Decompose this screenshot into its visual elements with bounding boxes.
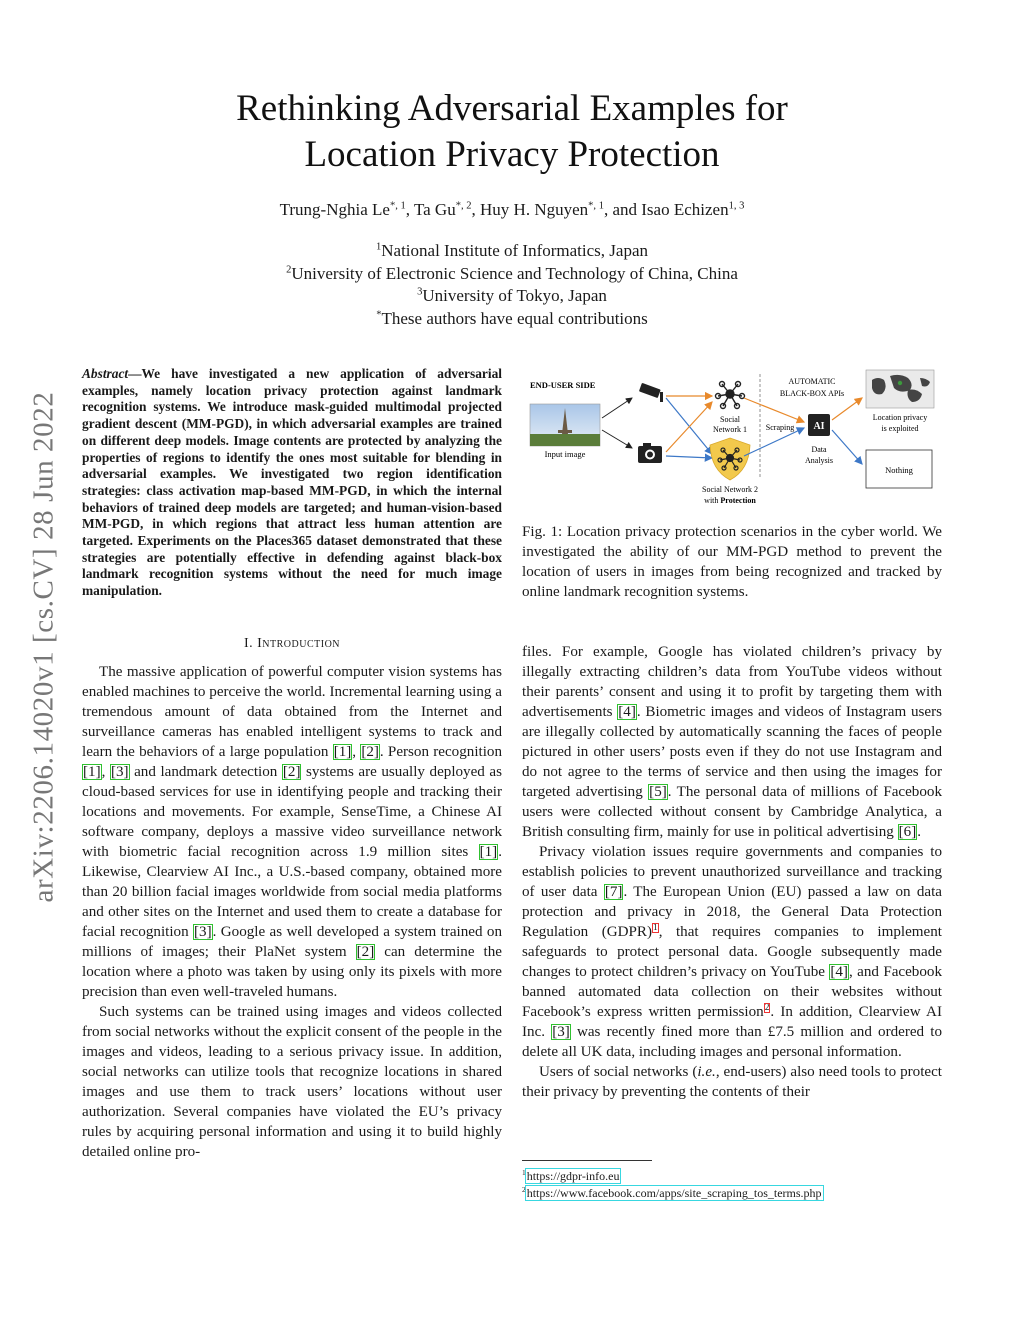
section-numeral: I. [243, 636, 254, 651]
citation-link[interactable]: [2] [356, 944, 375, 960]
text-run: . The European Union (EU) passed a law on data protection and privacy in 2018, the General Data Protection Regulation (GDPR) [522, 884, 942, 940]
footnote-rule [522, 1160, 652, 1161]
arrow-to-camera [602, 398, 632, 418]
author-list [0, 200, 1024, 220]
text-run: . In addition, Clearview AI Inc. [522, 1004, 942, 1040]
citation-link[interactable]: [3] [194, 924, 212, 940]
abstract-dash: — [128, 366, 142, 381]
affiliation-text: University of Electronic Science and Technology of China, China [291, 263, 738, 283]
affiliation-text: National Institute of Informatics, Japan [381, 241, 648, 260]
ai-chip-text: AI [813, 421, 825, 432]
cctv-camera-icon [639, 383, 663, 402]
text-run: was recently fined more than £7.5 million and ordered to delete all UK data, including images and personal information. [522, 1024, 942, 1060]
protection-word: Protection [720, 496, 756, 505]
paragraph [522, 1062, 942, 1102]
paragraph [522, 842, 942, 1062]
affiliation-note [0, 308, 1024, 331]
text-run: systems are usually deployed as cloud-based services for use in identifying people and tracking their locations and movements. For example, SenseTime, a Chinese AI software company, deploys a massive video surveillance network with biometric facial recognition across 1.9 million sites [82, 764, 502, 860]
text-run: and landmark detection [129, 764, 282, 780]
author-name: , and Isao Echizen [603, 200, 729, 219]
paragraph [522, 642, 942, 842]
arrow-orange-to-map [832, 398, 862, 420]
footnote-url-link[interactable]: https://gdpr-info.eu [526, 1169, 620, 1183]
citation-link[interactable]: [2] [282, 764, 301, 780]
intro-left-column [82, 662, 502, 1162]
text-run: files. For example, Google has violated children’s privacy by illegally extracting children’s data from YouTube videos without their parents’ consent and using it to profit by targeting them with advertisements [522, 644, 942, 720]
input-image-thumbnail [530, 404, 600, 446]
text-run: , [101, 764, 110, 780]
data-analysis-label-a: Data [811, 445, 827, 454]
text-run: , that requires companies to implement safeguards to protect personal data. Google subsequently made changes to protect children’s privacy on YouTube [522, 924, 942, 980]
figure-caption: Fig. 1: Location privacy protection scenarios in the cyber world. We investigated the ability of our MM-PGD method to prevent the location of users in images from being recognized and tracked by online landmark recognition systems. [522, 524, 942, 600]
affiliation-text: University of Tokyo, Japan [422, 286, 607, 305]
author-name: , Ta Gu [405, 200, 456, 219]
text-run: The massive application of powerful computer vision systems has enabled machines to perceive the world. Incremental learning using a tremendous amount of data obtained from the Internet and surveillance cameras has enabled intelligent systems to track and learn the behaviors of a large population [82, 664, 502, 760]
end-user-side-label: END-USER SIDE [530, 380, 596, 390]
affiliation-marker: * [376, 308, 382, 320]
text-run: . Person recognition [379, 744, 502, 760]
abstract-label: Abstract [82, 366, 129, 381]
citation-link[interactable]: [3] [110, 764, 129, 780]
scraping-label: Scraping [765, 423, 795, 432]
citation-link[interactable]: [3] [552, 1024, 570, 1040]
citation-link[interactable]: [5] [649, 784, 667, 800]
paper-title [0, 86, 1024, 178]
citation-link[interactable]: [2] [361, 744, 379, 760]
footnote-url-link[interactable]: https://www.facebook.com/apps/site_scraping_tos_terms.php [526, 1186, 822, 1200]
author-marker: *, 2 [455, 200, 472, 212]
citation-link[interactable]: [7] [604, 884, 623, 900]
affiliation-2 [0, 263, 1024, 286]
title-line-1: Rethinking Adversarial Examples for [236, 88, 788, 129]
citation-link[interactable]: [4] [830, 964, 848, 980]
arrow-blue-2 [666, 456, 712, 458]
text-run: , and Facebook banned automated data collection on their websites without Facebook’s express written permission [522, 964, 942, 1020]
with-word: with [704, 496, 719, 505]
affiliations [0, 240, 1024, 330]
footnote-link[interactable]: 1 [653, 922, 658, 933]
figure-1 [522, 368, 942, 516]
text-run: Users of social networks ( [539, 1064, 698, 1080]
affiliation-marker: 1 [376, 241, 382, 253]
affiliation-marker: 3 [417, 286, 423, 298]
social-network-2-label-a: Social Network 2 [702, 485, 758, 494]
author-name: , Huy H. Nguyen [471, 200, 589, 219]
arxiv-id-text: arXiv:2206.14020v1 [cs.CV] 28 Jun 2022 [27, 391, 60, 903]
figure-diagram [522, 368, 942, 516]
section-heading [82, 636, 502, 652]
input-image-label: Input image [544, 449, 586, 459]
title-line-2: Location Privacy Protection [304, 134, 720, 175]
author-marker: *, 1 [389, 200, 406, 212]
text-run: . The personal data of millions of Facebook users were collected without consent by Cambridge Analytica, a British consulting firm, mainly for use in political advertising [522, 784, 942, 840]
affiliation-text: These authors have equal contributions [381, 308, 648, 328]
data-analysis-label-b: Analysis [805, 456, 833, 465]
author-marker: 1, 3 [728, 200, 745, 212]
text-run-italic: i.e. [697, 1064, 716, 1080]
arrow-blue-1 [666, 398, 712, 454]
footnote-number: 1 [522, 1168, 526, 1177]
privacy-exploited-label-b: is exploited [881, 424, 919, 433]
automatic-label-2: BLACK-BOX APIs [779, 389, 845, 398]
footnotes [522, 1168, 942, 1202]
ai-chip-icon [808, 414, 830, 436]
citation-link[interactable]: [1] [83, 764, 101, 780]
affiliation-3 [0, 285, 1024, 308]
intro-right-column [522, 642, 942, 1102]
arxiv-identifier [22, 352, 66, 942]
text-run: . Biometric images and videos of Instagram users are illegally collected by automatically scanning the faces of people pictured in other users’ posts even if they do not use Instagram and do not agree to the terms of service and then using the images for targeted advertising [522, 704, 942, 800]
world-map-thumbnail [866, 370, 934, 408]
text-run: . Likewise, Clearview AI Inc., a U.S.-based company, obtained more than 20 billion facial images worldwide from social media platforms and other sites on the Internet and used them to create a database for facial recognition [82, 844, 502, 940]
arrow-blue-to-ai [744, 428, 804, 456]
author-name: Trung-Nghia Le [279, 200, 390, 219]
text-run: , [352, 744, 361, 760]
photo-camera-icon [638, 443, 662, 463]
citation-link[interactable]: [1] [479, 844, 498, 860]
author-marker: *, 1 [588, 200, 604, 212]
citation-link[interactable]: [4] [618, 704, 636, 720]
automatic-label-1: AUTOMATIC [788, 377, 836, 386]
text-run: can determine the location where a photo was taken by using only its pixels with more precision than even well-traveled humans. [82, 944, 502, 1000]
arrow-to-phone [602, 430, 632, 448]
footnote-2 [522, 1185, 942, 1202]
social-network-1-label-b: Network 1 [713, 425, 747, 434]
nothing-label: Nothing [885, 465, 913, 475]
footnote-link[interactable]: 2 [764, 1002, 770, 1013]
affiliation-marker: 2 [286, 263, 292, 275]
footnote-number: 2 [522, 1185, 526, 1194]
footnote-1 [522, 1168, 942, 1185]
privacy-exploited-label-a: Location privacy [872, 413, 928, 422]
social-network-1-icon [716, 382, 745, 409]
affiliation-1 [0, 240, 1024, 263]
paragraph: Such systems can be trained using images and videos collected from social networks without the explicit consent of the people in the images and videos, leading to a serious privacy issue. In addition, social networks can utilize tools that recognize locations in shared images and use them to track users’ locations without user authorization. Several companies have violated the EU’s privacy rules by acquiring personal information and using it to build highly detailed online pro- [82, 1004, 502, 1160]
text-run: Privacy violation issues require governments and companies to establish policies to prevent unauthorized surveillance and tracking of user data [522, 844, 942, 900]
text-run: . [917, 824, 922, 840]
paragraph [82, 662, 502, 1002]
citation-link[interactable]: [1] [333, 744, 352, 760]
arrow-blue-to-nothing [832, 430, 862, 464]
arrow-orange-to-ai [744, 398, 804, 422]
text-run: . Google as well developed a system trained on millions of images; their PlaNet system [82, 924, 502, 960]
text-run: , end-users) also need tools to protect their privacy by preventing the contents of their [522, 1064, 943, 1100]
abstract-text: We have investigated a new application of adversarial examples, namely location privacy protection against landmark recognition systems. We introduce mask-guided multimodal projected gradient descent (MM-PGD), in which adversarial examples are trained on different deep models. Image contents are protected by analyzing the properties of regions to identify the ones most suitable for blending in adversarial examples. We investigated two region identification strategies: class activation map-based MM-PGD, in which the internal behaviors of trained deep models are targeted; and human-vision-based MM-PGD, in which regions that attract less human attention are targeted. Experiments on the Places365 dataset demonstrated that these strategies are potentially effective in defending against black-box landmark recognition systems without the need for much image manipulation. [82, 366, 502, 599]
arrow-orange-2 [666, 402, 712, 452]
section-name: Introduction [257, 636, 341, 651]
social-network-2-label-b [704, 496, 756, 505]
abstract [82, 366, 502, 600]
citation-link[interactable]: [6] [898, 824, 917, 840]
social-network-1-label-a: Social [720, 415, 740, 424]
